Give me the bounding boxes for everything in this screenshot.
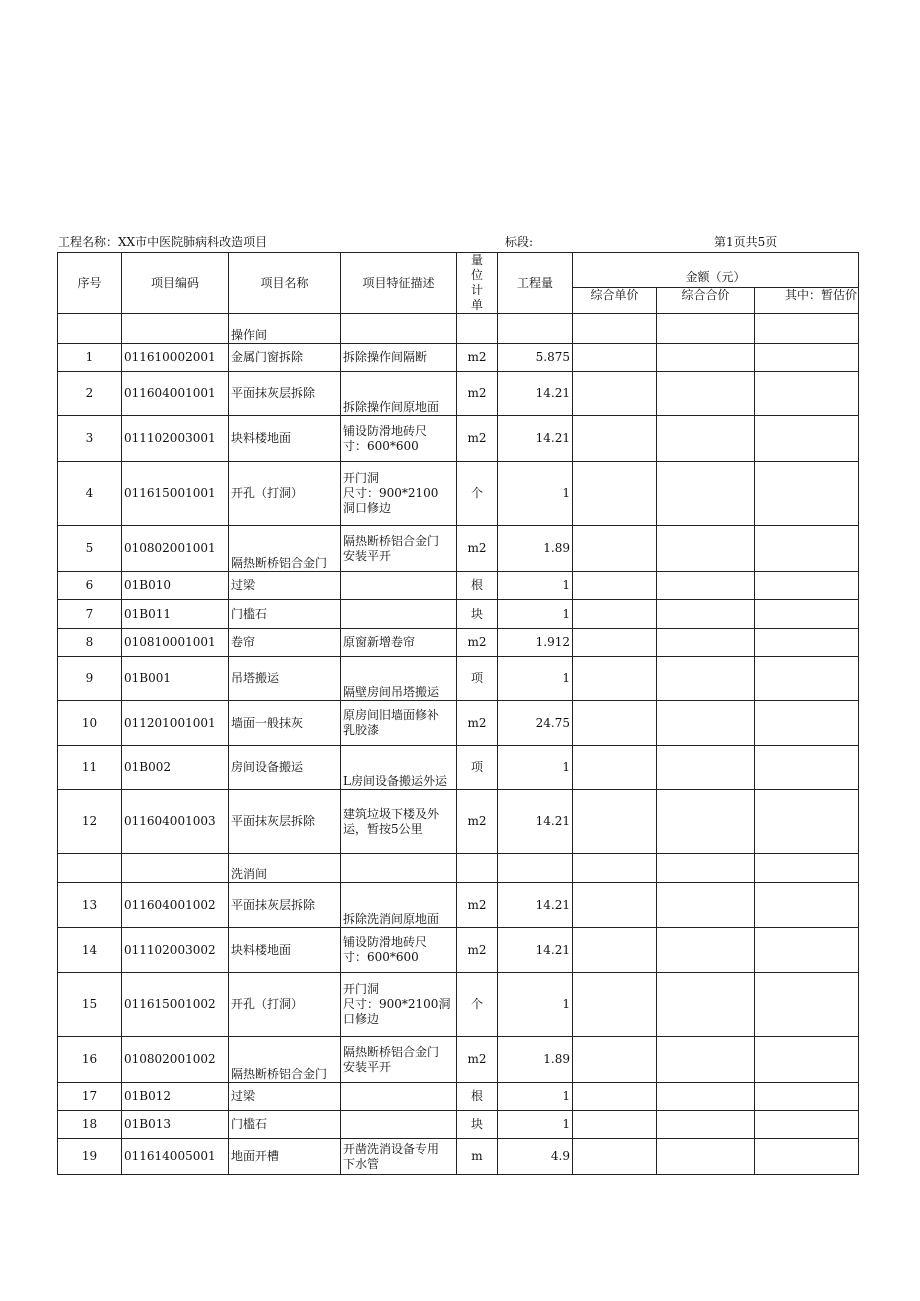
row-name: 过梁	[229, 1083, 341, 1111]
row-name: 房间设备搬运	[229, 746, 341, 790]
row-code: 010810001001	[122, 629, 229, 657]
row-qty: 1	[498, 462, 573, 526]
row-total-price	[657, 883, 755, 928]
row-name: 开孔（打洞）	[229, 973, 341, 1037]
row-name: 隔热断桥铝合金门	[229, 1037, 341, 1083]
row-provisional	[755, 701, 859, 746]
row-desc: 拆除操作间隔断	[341, 344, 457, 372]
row-unit: m2	[457, 790, 498, 854]
row-code: 011610002001	[122, 344, 229, 372]
bill-of-quantities-table	[57, 252, 859, 1175]
row-provisional	[755, 629, 859, 657]
row-unit-price	[573, 462, 657, 526]
row-unit-price	[573, 928, 657, 973]
row-code: 01B011	[122, 600, 229, 629]
row-total-price	[657, 344, 755, 372]
row-qty: 1.89	[498, 1037, 573, 1083]
row-total-price	[657, 462, 755, 526]
row-name: 块料楼地面	[229, 416, 341, 462]
header-amount: 金额（元）	[573, 253, 859, 288]
row-unit	[457, 854, 498, 883]
row-desc	[341, 572, 457, 600]
row-provisional	[755, 928, 859, 973]
row-unit-price	[573, 746, 657, 790]
row-code: 01B002	[122, 746, 229, 790]
row-unit-price	[573, 883, 657, 928]
row-name: 卷帘	[229, 629, 341, 657]
row-seq: 2	[58, 372, 122, 416]
table-row	[58, 746, 859, 790]
row-seq: 10	[58, 701, 122, 746]
row-desc: 铺设防滑地砖尺 寸：600*600	[341, 928, 457, 973]
row-total-price	[657, 526, 755, 572]
header-unit: 量 位 计 单	[457, 253, 498, 314]
row-seq: 8	[58, 629, 122, 657]
row-total-price	[657, 657, 755, 701]
row-provisional	[755, 1111, 859, 1139]
row-qty: 14.21	[498, 928, 573, 973]
row-provisional	[755, 1139, 859, 1175]
row-unit: m2	[457, 372, 498, 416]
row-name: 平面抹灰层拆除	[229, 790, 341, 854]
table-row	[58, 600, 859, 629]
row-name: 隔热断桥铝合金门	[229, 526, 341, 572]
row-unit: m2	[457, 344, 498, 372]
row-qty: 14.21	[498, 372, 573, 416]
row-name: 块料楼地面	[229, 928, 341, 973]
row-unit: m2	[457, 883, 498, 928]
row-name: 平面抹灰层拆除	[229, 372, 341, 416]
section-row	[58, 314, 859, 344]
row-desc	[341, 314, 457, 344]
row-unit-price	[573, 526, 657, 572]
row-unit: m	[457, 1139, 498, 1175]
row-code: 01B012	[122, 1083, 229, 1111]
row-seq	[58, 854, 122, 883]
row-unit-price	[573, 1139, 657, 1175]
row-unit-price	[573, 1083, 657, 1111]
row-qty: 1.89	[498, 526, 573, 572]
row-unit-price	[573, 372, 657, 416]
row-unit: m2	[457, 629, 498, 657]
row-qty: 14.21	[498, 883, 573, 928]
row-seq	[58, 314, 122, 344]
row-provisional	[755, 526, 859, 572]
row-seq: 11	[58, 746, 122, 790]
row-code: 011201001001	[122, 701, 229, 746]
row-total-price	[657, 314, 755, 344]
table-row	[58, 928, 859, 973]
row-qty	[498, 854, 573, 883]
table-row	[58, 1111, 859, 1139]
row-total-price	[657, 1139, 755, 1175]
row-desc	[341, 854, 457, 883]
row-desc: 隔壁房间吊塔搬运	[341, 657, 457, 701]
table-row	[58, 657, 859, 701]
row-seq: 18	[58, 1111, 122, 1139]
row-code: 01B013	[122, 1111, 229, 1139]
row-total-price	[657, 854, 755, 883]
row-total-price	[657, 701, 755, 746]
row-name: 平面抹灰层拆除	[229, 883, 341, 928]
header-code: 项目编码	[122, 253, 229, 314]
row-unit-price	[573, 600, 657, 629]
row-name: 操作间	[229, 314, 341, 344]
row-unit: 块	[457, 600, 498, 629]
row-code: 01B010	[122, 572, 229, 600]
row-qty: 1.912	[498, 629, 573, 657]
row-unit: 项	[457, 746, 498, 790]
row-total-price	[657, 1083, 755, 1111]
table-row	[58, 416, 859, 462]
row-qty: 14.21	[498, 790, 573, 854]
header-name: 项目名称	[229, 253, 341, 314]
row-unit-price	[573, 701, 657, 746]
row-unit-price	[573, 572, 657, 600]
header-seq: 序号	[58, 253, 122, 314]
table-row	[58, 883, 859, 928]
table-row	[58, 1037, 859, 1083]
row-seq: 4	[58, 462, 122, 526]
row-seq: 19	[58, 1139, 122, 1175]
page-indicator: 第1页共5页	[714, 235, 778, 249]
row-qty: 1	[498, 572, 573, 600]
row-unit: m2	[457, 928, 498, 973]
row-unit-price	[573, 416, 657, 462]
row-unit-price	[573, 344, 657, 372]
row-unit: 根	[457, 1083, 498, 1111]
row-unit-price	[573, 854, 657, 883]
row-code: 011102003002	[122, 928, 229, 973]
row-provisional	[755, 314, 859, 344]
table-row	[58, 526, 859, 572]
row-total-price	[657, 416, 755, 462]
row-qty: 1	[498, 1111, 573, 1139]
row-total-price	[657, 746, 755, 790]
row-desc: 隔热断桥铝合金门 安装平开	[341, 1037, 457, 1083]
row-code: 011604001003	[122, 790, 229, 854]
section-label: 标段:	[505, 235, 534, 249]
row-desc: 隔热断桥铝合金门 安装平开	[341, 526, 457, 572]
row-total-price	[657, 372, 755, 416]
row-desc	[341, 600, 457, 629]
row-seq: 12	[58, 790, 122, 854]
row-unit: m2	[457, 526, 498, 572]
table-row	[58, 572, 859, 600]
row-provisional	[755, 372, 859, 416]
row-seq: 17	[58, 1083, 122, 1111]
row-desc: 开门洞 尺寸：900*2100 洞口修边	[341, 462, 457, 526]
table-row	[58, 1083, 859, 1111]
section-row	[58, 854, 859, 883]
row-unit: m2	[457, 1037, 498, 1083]
row-desc: 开凿洗消设备专用 下水管	[341, 1139, 457, 1175]
row-seq: 1	[58, 344, 122, 372]
row-seq: 13	[58, 883, 122, 928]
row-unit: m2	[457, 416, 498, 462]
row-code: 011615001002	[122, 973, 229, 1037]
row-code: 010802001002	[122, 1037, 229, 1083]
row-qty: 1	[498, 746, 573, 790]
table-row	[58, 1139, 859, 1175]
row-seq: 9	[58, 657, 122, 701]
row-unit: 个	[457, 462, 498, 526]
row-total-price	[657, 928, 755, 973]
row-name: 地面开槽	[229, 1139, 341, 1175]
row-desc	[341, 1083, 457, 1111]
row-unit-price	[573, 314, 657, 344]
row-seq: 15	[58, 973, 122, 1037]
row-qty: 14.21	[498, 416, 573, 462]
row-provisional	[755, 883, 859, 928]
row-desc: L房间设备搬运外运	[341, 746, 457, 790]
row-unit: 块	[457, 1111, 498, 1139]
row-code: 01B001	[122, 657, 229, 701]
row-qty: 1	[498, 657, 573, 701]
row-name: 开孔（打洞）	[229, 462, 341, 526]
row-unit-price	[573, 973, 657, 1037]
row-unit-price	[573, 657, 657, 701]
row-provisional	[755, 600, 859, 629]
row-unit: 根	[457, 572, 498, 600]
row-unit: 项	[457, 657, 498, 701]
header-desc: 项目特征描述	[341, 253, 457, 314]
row-provisional	[755, 1037, 859, 1083]
row-name: 金属门窗拆除	[229, 344, 341, 372]
row-desc: 拆除操作间原地面	[341, 372, 457, 416]
row-seq: 7	[58, 600, 122, 629]
row-qty: 1	[498, 1083, 573, 1111]
row-unit: m2	[457, 701, 498, 746]
row-unit-price	[573, 629, 657, 657]
row-code: 011615001001	[122, 462, 229, 526]
row-name: 墙面一般抹灰	[229, 701, 341, 746]
row-code: 011614005001	[122, 1139, 229, 1175]
header-total-price: 综合合价	[657, 287, 755, 313]
table-row	[58, 701, 859, 746]
project-name: 工程名称：XX市中医院肺病科改造项目	[58, 235, 268, 249]
row-desc: 拆除洗消间原地面	[341, 883, 457, 928]
row-desc: 开门洞 尺寸：900*2100洞 口修边	[341, 973, 457, 1037]
row-provisional	[755, 657, 859, 701]
row-desc: 建筑垃圾下楼及外 运，暂按5公里	[341, 790, 457, 854]
row-seq: 3	[58, 416, 122, 462]
row-unit-price	[573, 790, 657, 854]
table-row	[58, 973, 859, 1037]
row-unit-price	[573, 1111, 657, 1139]
header-unit-price: 综合单价	[573, 287, 657, 313]
row-seq: 5	[58, 526, 122, 572]
row-name: 过梁	[229, 572, 341, 600]
row-provisional	[755, 973, 859, 1037]
row-total-price	[657, 572, 755, 600]
row-desc: 铺设防滑地砖尺 寸：600*600	[341, 416, 457, 462]
row-name: 门槛石	[229, 600, 341, 629]
row-provisional	[755, 790, 859, 854]
row-total-price	[657, 790, 755, 854]
row-provisional	[755, 462, 859, 526]
row-desc: 原窗新增卷帘	[341, 629, 457, 657]
row-seq: 6	[58, 572, 122, 600]
row-code: 011604001002	[122, 883, 229, 928]
row-unit	[457, 314, 498, 344]
row-total-price	[657, 1037, 755, 1083]
header-provisional: 其中：暂估价	[755, 287, 859, 313]
row-unit: 个	[457, 973, 498, 1037]
row-qty	[498, 314, 573, 344]
row-qty: 5.875	[498, 344, 573, 372]
row-seq: 14	[58, 928, 122, 973]
table-row	[58, 372, 859, 416]
row-provisional	[755, 572, 859, 600]
row-qty: 1	[498, 973, 573, 1037]
row-code	[122, 854, 229, 883]
row-qty: 24.75	[498, 701, 573, 746]
row-qty: 4.9	[498, 1139, 573, 1175]
row-provisional	[755, 746, 859, 790]
row-name: 洗消间	[229, 854, 341, 883]
table-row	[58, 629, 859, 657]
header-qty: 工程量	[498, 253, 573, 314]
row-code: 010802001001	[122, 526, 229, 572]
row-qty: 1	[498, 600, 573, 629]
row-provisional	[755, 416, 859, 462]
row-provisional	[755, 1083, 859, 1111]
row-code: 011102003001	[122, 416, 229, 462]
row-total-price	[657, 600, 755, 629]
table-row	[58, 790, 859, 854]
row-provisional	[755, 854, 859, 883]
row-total-price	[657, 1111, 755, 1139]
table-row	[58, 344, 859, 372]
row-name: 门槛石	[229, 1111, 341, 1139]
row-desc: 原房间旧墙面修补 乳胶漆	[341, 701, 457, 746]
row-provisional	[755, 344, 859, 372]
row-code: 011604001001	[122, 372, 229, 416]
row-total-price	[657, 973, 755, 1037]
row-seq: 16	[58, 1037, 122, 1083]
row-total-price	[657, 629, 755, 657]
row-desc	[341, 1111, 457, 1139]
row-code	[122, 314, 229, 344]
table-row	[58, 462, 859, 526]
row-name: 吊塔搬运	[229, 657, 341, 701]
row-unit-price	[573, 1037, 657, 1083]
